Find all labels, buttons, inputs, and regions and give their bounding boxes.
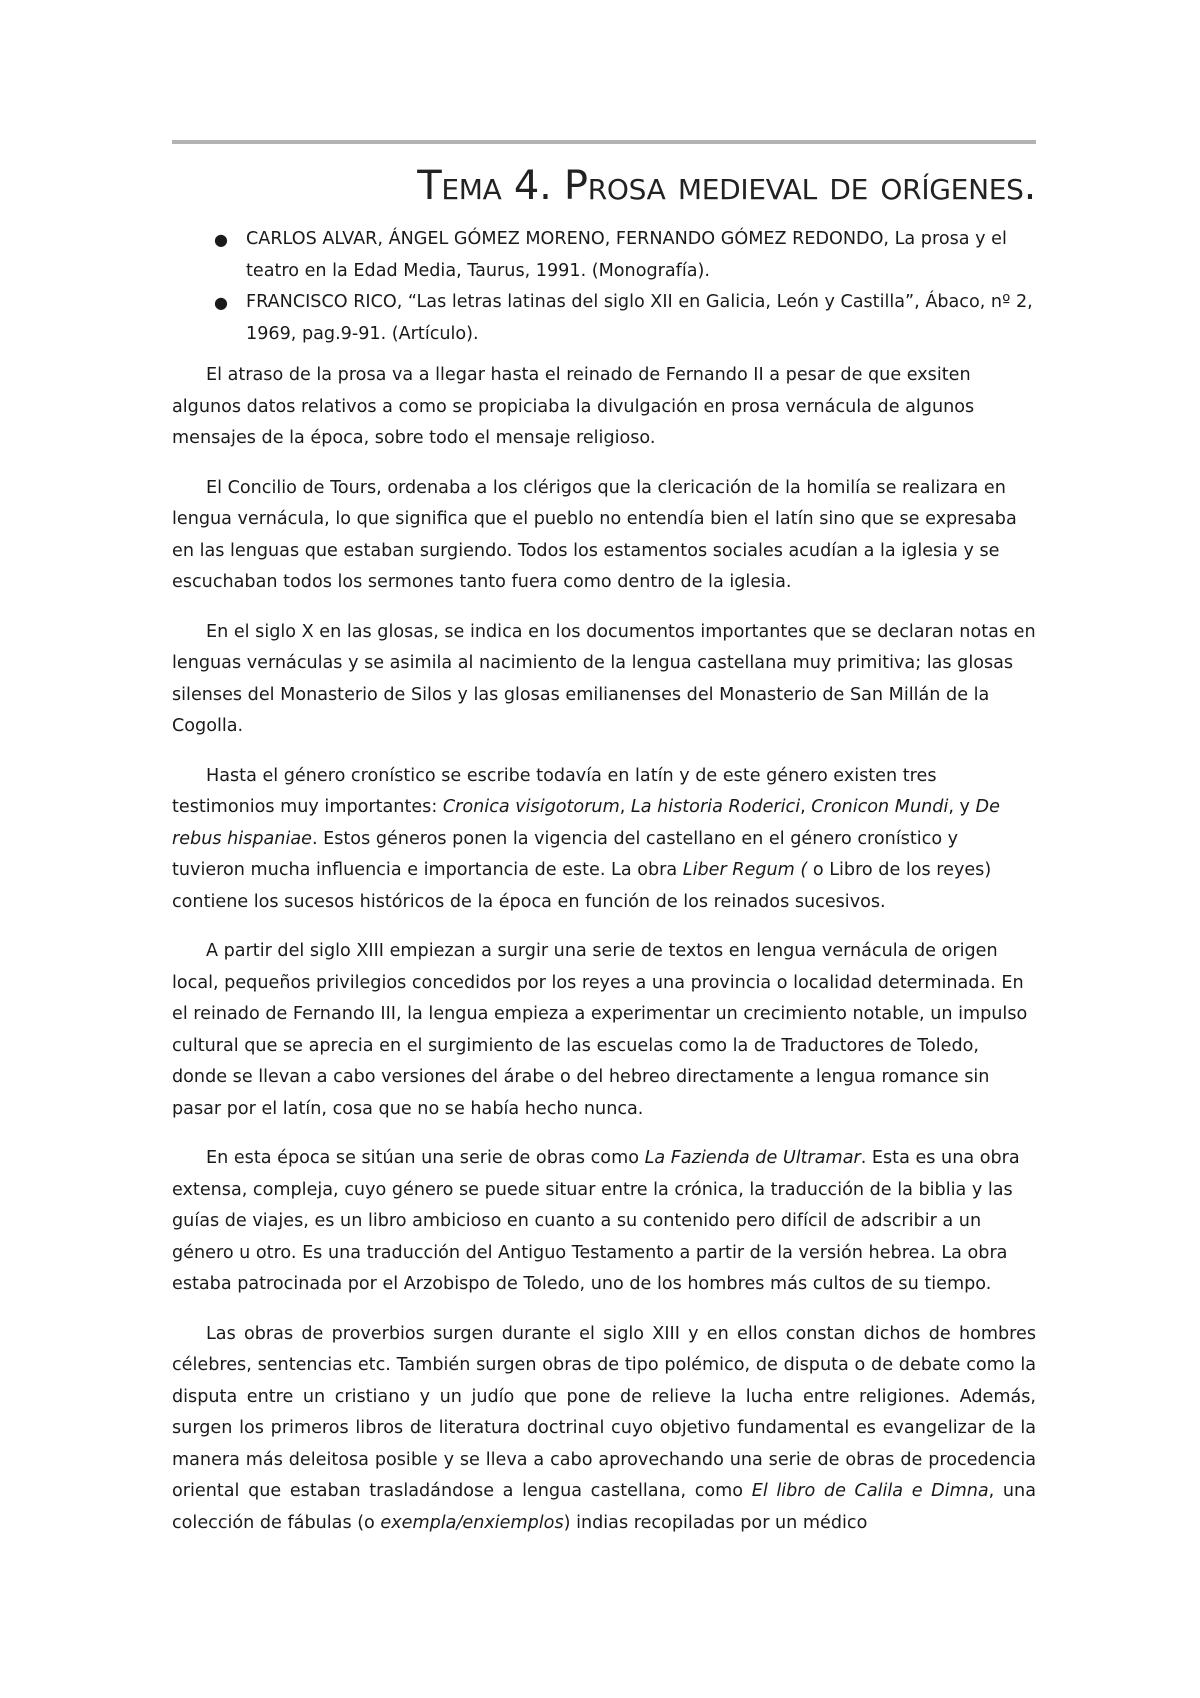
paragraph-3: En el siglo X en las glosas, se indica en los documentos importantes que se declaran notas en lenguas vernáculas y se asimila al nacimiento de la lengua castellana muy primitiva; las glosas silenses del Monasterio de Silos y las glosas emilianenses del Monasterio de San Millán de la Cogolla. <box>172 621 1036 736</box>
title-rule <box>172 140 1036 144</box>
paragraph-5: A partir del siglo XIII empiezan a surgir una serie de textos en lengua vernácula de origen local, pequeños privilegios concedidos por los reyes a una provincia o localidad determinada. En el reinado de Fernando III, la lengua empieza a experimentar un crecimiento notable, un impulso cultural que se aprecia en el surgimiento de las escuelas como la de Traductores de Toledo, donde se llevan a cabo versiones del árabe o del hebreo directamente a lengua romance sin pasar por el latín, cosa que no se había hecho nunca. <box>172 941 1028 1119</box>
work-title: Cronica visigotorum <box>442 797 620 817</box>
bibliography-item <box>172 287 1036 350</box>
text-run: , <box>800 797 812 817</box>
paragraph-4 <box>172 761 1036 919</box>
work-title: La historia Roderici <box>630 797 801 817</box>
text-run: . Esta es una obra extensa, compleja, cuyo género se puede situar entre la crónica, la traducción de la biblia y las guías de viajes, es un libro ambicioso en cuanto a su contenido pero difícil de adscribir a un género u otro. Es una traducción del Antiguo Testamento a partir de la versión hebrea. La obra estaba patrocinada por el Arzobispo de Toledo, uno de los hombres más cultos de su tiempo. <box>172 1148 1020 1294</box>
paragraph-7 <box>172 1319 1036 1540</box>
page-title: Tema 4. Prosa medieval de orígenes. <box>417 163 1036 209</box>
document-page <box>172 140 1036 1557</box>
text-run: ) indias recopiladas por un médico <box>563 1512 868 1533</box>
text-run: , <box>619 797 631 817</box>
work-title: Cronicon Mundi <box>811 797 949 817</box>
paragraph-6 <box>172 1143 1036 1301</box>
bibliography-list <box>172 224 1036 350</box>
bibliography-text: FRANCISCO RICO, “Las letras latinas del siglo XII en Galicia, León y Castilla”, Ábaco, nº 2, 1969, pag.9-91. (Artículo). <box>246 292 1033 344</box>
bullet-icon: ● <box>214 230 228 249</box>
text-run: , una colección de fábulas (o <box>172 1481 1036 1533</box>
bullet-icon: ● <box>214 293 228 312</box>
work-title: La Fazienda de Ultramar <box>644 1148 861 1168</box>
text-run: o Libro de los reyes) contiene los sucesos históricos de la época en función de los reinados sucesivos. <box>172 860 992 912</box>
paragraph-1: El atraso de la prosa va a llegar hasta el reinado de Fernando II a pesar de que exsiten algunos datos relativos a como se propiciaba la divulgación en prosa vernácula de algunos mensajes de la época, sobre todo el mensaje religioso. <box>172 365 975 448</box>
text-run: Las obras de proverbios surgen durante el siglo XIII y en ellos constan dichos de hombres célebres, sentencias etc. También surgen obras de tipo polémico, de disputa o de debate como la disputa entre un cristiano y un judío que pone de relieve la lucha entre religiones. Además, surgen los primeros libros de literatura doctrinal cuyo objetivo fundamental es evangelizar de la manera más deleitosa posible y se lleva a cabo aprovechando una serie de obras de procedencia oriental que estaban trasladándose a lengua castellana, como <box>172 1323 1036 1501</box>
work-title: El libro de Calila e Dimna <box>751 1481 989 1501</box>
text-run: , y <box>948 797 976 817</box>
bibliography-item <box>172 224 1036 287</box>
text-run: En esta época se sitúan una serie de obras como <box>206 1148 645 1168</box>
bibliography-text: CARLOS ALVAR, ÁNGEL GÓMEZ MORENO, FERNANDO GÓMEZ REDONDO, La prosa y el teatro en la Edad Media, Taurus, 1991. (Monografía). <box>246 229 1007 281</box>
text-run: . Estos géneros ponen la vigencia del castellano en el género cronístico y tuvieron mucha influencia e importancia de este. La obra <box>172 828 959 880</box>
work-title: Liber Regum ( <box>682 860 808 880</box>
text-run: Hasta el género cronístico se escribe todavía en latín y de este género existen tres testimonios muy importantes: <box>172 765 937 817</box>
paragraph-2: El Concilio de Tours, ordenaba a los clérigos que la clericación de la homilía se realizara en lengua vernácula, lo que significa que el pueblo no entendía bien el latín sino que se expresaba en las lenguas que estaban surgiendo. Todos los estamentos sociales acudían a la iglesia y se escuchaban todos los sermones tanto fuera como dentro de la iglesia. <box>172 477 1017 592</box>
work-title: exempla/enxiemplos <box>380 1512 564 1533</box>
work-title: De rebus hispaniae <box>172 797 1000 849</box>
